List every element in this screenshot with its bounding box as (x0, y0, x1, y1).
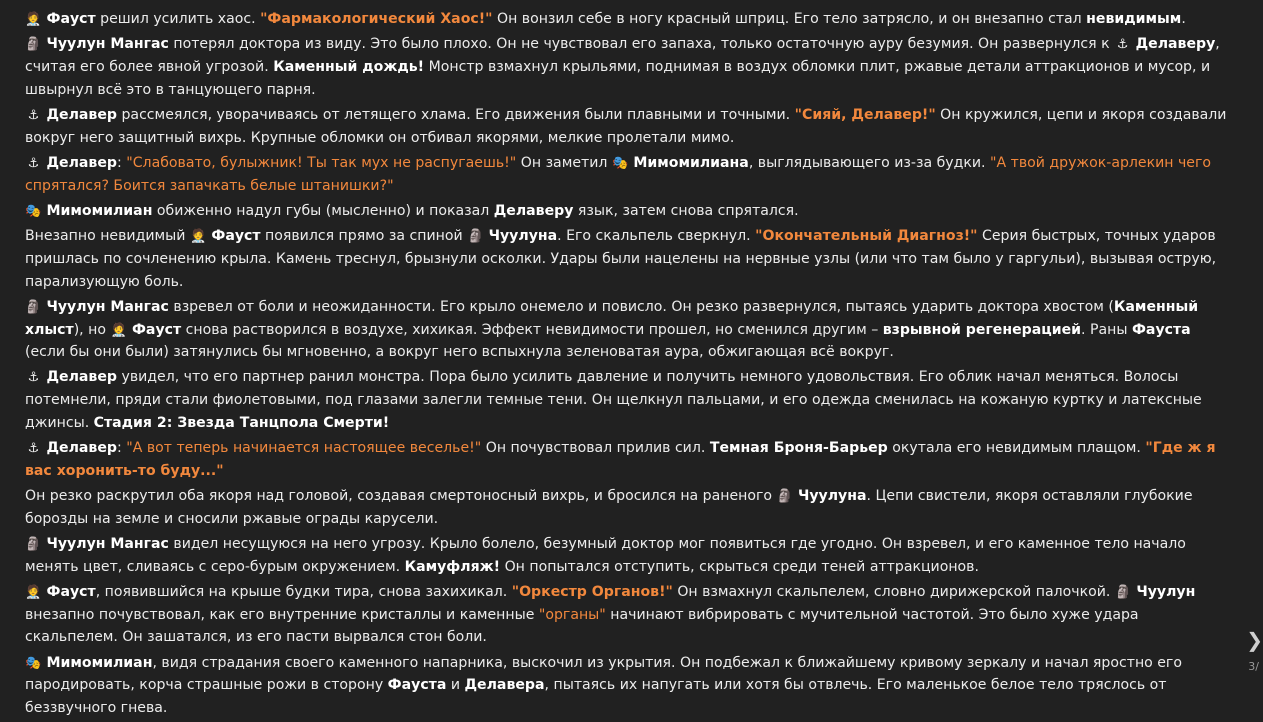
quoted-skill: "Фармакологический Хаос!" (260, 11, 493, 27)
narration-text: снова растворился в воздухе, хихикая. Эффект невидимости прошел, но сменился другим – (181, 321, 883, 338)
performing-arts-icon: 🎭 (612, 155, 629, 171)
narration-text: , пытаясь их напугать или хотя бы отвлечь. Его маленькое белое тело тряслось от беззвучного гнева. (25, 677, 1167, 716)
bold-name: Чуулун Мангас (46, 298, 169, 315)
narration-text: . (1181, 11, 1186, 27)
anchor-icon: ⚓ (27, 155, 40, 171)
moai-icon: 🗿 (467, 229, 484, 245)
narration-text: Он вонзил себе в ногу красный шприц. Его тело затрясло, и он внезапно стал (492, 11, 1087, 27)
story-paragraph (25, 485, 1233, 530)
bold-name: Делавера (464, 677, 545, 694)
narration-text: , выглядывающего из-за будки. (748, 154, 990, 171)
quoted-speech: "А твой дружок-арлекин чего спрятался? Боится запачкать белые штанишки?" (25, 154, 1211, 194)
doctor-icon: 🧑‍⚕️ (25, 12, 42, 27)
narration-text: , видя страдания своего каменного напарника, выскочил из укрытия. Он подбежал к ближайшему кривому зеркалу и начал яростно его пародировать, корча страшные рожи в сторону (25, 654, 1182, 694)
narration-text: увидел, что его партнер ранил монстра. Пора было усилить давление и получить немного удовольствия. Его облик начал меняться. Волосы потемнели, пряди стали фиолетовыми, под глазами залегли темные тени. Он щелкнул пальцами, и его одежда сменилась на кожаную куртку и латексные джинсы. (25, 369, 1202, 431)
narration-text: : (117, 154, 127, 171)
bold-name: Темная Броня-Барьер (709, 440, 888, 457)
story-paragraph (25, 152, 1233, 197)
narration-text: Он взмахнул скальпелем, словно дирижерской палочкой. (672, 584, 1115, 601)
bold-name: Делавер (46, 106, 117, 123)
narration-text: : (117, 440, 127, 457)
story-paragraph (25, 104, 1233, 149)
moai-icon: 🗿 (25, 37, 42, 53)
chevron-right-icon[interactable]: ❯ (1246, 628, 1263, 652)
story-paragraph (25, 8, 1233, 31)
narration-text: ), но (73, 321, 111, 338)
narration-text: Он заметил (516, 154, 612, 171)
narration-text: начинают вибрировать с мучительной частотой. Это было хуже удара скальпелем. Он зашатался, из его пасти вырвался стон боли. (25, 606, 1139, 646)
bold-name: Чуулун Мангас (46, 36, 169, 53)
story-paragraph (25, 366, 1233, 434)
moai-icon: 🗿 (776, 489, 794, 505)
bold-name: невидимым (1086, 11, 1182, 27)
narration-text: Он почувствовал прилив сил. (481, 440, 710, 457)
bold-name: Фауст (46, 584, 96, 601)
story-paragraph (25, 533, 1233, 578)
narration-text: Внезапно невидимый (25, 228, 190, 245)
narration-text: решил усилить хаос. (95, 11, 261, 27)
story-paragraph (25, 296, 1233, 364)
bold-name: Мимомилиан (46, 654, 153, 671)
bold-name: Камуфляж! (404, 558, 501, 575)
story-paragraph (25, 437, 1233, 482)
narration-text: язык, затем снова спрятался. (573, 202, 799, 219)
quoted-skill: "Сияй, Делавер!" (794, 106, 936, 123)
bold-name: Делавер (46, 440, 117, 457)
story-paragraph (25, 581, 1233, 649)
bold-name: Мимомилиана (633, 154, 749, 171)
quoted-skill: "Оркестр Органов!" (511, 584, 673, 601)
performing-arts-icon: 🎭 (25, 655, 42, 671)
doctor-icon: 🧑‍⚕️ (110, 322, 128, 338)
story-paragraph (25, 200, 1233, 223)
bold-name: взрывной регенерацией (882, 321, 1082, 338)
quoted-speech: "А вот теперь начинается настоящее веселье!" (126, 440, 482, 457)
narration-text: Он кружился, цепи и якоря создавали вокруг него защитный вихрь. Крупные обломки он отбивал якорями, мелкие пролетали мимо. (25, 106, 1227, 146)
bold-name: Чуулуна (488, 228, 558, 245)
bold-name: Делавер (46, 154, 117, 171)
bold-name: Каменный хлыст (25, 298, 1199, 338)
narration-text: появился прямо за спиной (260, 228, 468, 245)
bold-name: Фауст (46, 11, 96, 27)
bold-name: Каменный дождь! (273, 58, 425, 75)
quoted-skill: "Где ж я вас хоронить-то буду..." (25, 440, 1216, 479)
narration-text: и (446, 677, 465, 694)
doctor-icon: 🧑‍⚕️ (25, 585, 42, 601)
page-counter: 3/ (1248, 660, 1259, 673)
narration-text: Монстр взмахнул крыльями, поднимая в воздух обломки плит, ржавые детали аттракционов и мусор, и швырнул всё это в танцующего парня. (25, 58, 1211, 98)
narration-text: потерял доктора из виду. Это было плохо. Он не чувствовал его запаха, только остаточную ауру безумия. Он развернулся к (168, 36, 1115, 53)
story-paragraph (25, 33, 1233, 101)
bold-name: Фауст (131, 321, 182, 338)
quoted-skill: "Окончательный Диагноз!" (755, 228, 978, 245)
doctor-icon: 🧑‍⚕️ (190, 229, 207, 245)
anchor-icon: ⚓ (27, 370, 40, 386)
narration-text: . Его скальпель сверкнул. (557, 228, 756, 245)
anchor-icon: ⚓ (1116, 37, 1129, 53)
narration-text: Он попытался отступить, скрыться среди теней аттракционов. (500, 558, 979, 575)
bold-name: Фауста (387, 677, 447, 694)
narration-text: внезапно почувствовал, как его внутренние кристаллы и каменные (25, 606, 539, 623)
quoted-speech: "Слабовато, булыжник! Ты так мух не распугаешь!" (126, 154, 517, 171)
narration-text: . Раны (1081, 321, 1132, 338)
bold-name: Фауст (211, 228, 261, 245)
bold-name: Чуулуна (797, 488, 867, 505)
bold-name: Стадия 2: Звезда Танцпола Смерти! (93, 414, 390, 431)
bold-name: Делавер (46, 369, 117, 386)
moai-icon: 🗿 (1115, 585, 1132, 601)
anchor-icon: ⚓ (27, 107, 40, 123)
narration-text: окутала его невидимым плащом. (887, 440, 1146, 457)
quoted-speech: "органы" (538, 606, 606, 623)
narration-text: обиженно надул губы (мысленно) и показал (152, 202, 494, 219)
moai-icon: 🗿 (25, 299, 42, 315)
narration-text: взревел от боли и неожиданности. Его крыло онемело и повисло. Он резко развернулся, пытаясь ударить доктора хвостом ( (168, 298, 1114, 315)
narration-text: (если бы они были) затянулись бы мгновенно, а вокруг него вспыхнула зеленоватая аура, обжигающая всё вокруг. (25, 344, 894, 361)
narration-text: рассмеялся, уворачиваясь от летящего хлама. Его движения были плавными и точными. (117, 106, 795, 123)
moai-icon: 🗿 (25, 537, 42, 553)
chat-log (25, 8, 1233, 722)
narration-text: Он резко раскрутил оба якоря над головой, создавая смертоносный вихрь, и бросился на раненого (25, 488, 777, 505)
bold-name: Делаверу (1135, 36, 1216, 53)
bold-name: Мимомилиан (46, 202, 153, 219)
story-paragraph (25, 225, 1233, 293)
bold-name: Чуулун (1136, 584, 1196, 601)
bold-name: Делаверу (493, 202, 574, 219)
narration-text: , считая его более явной угрозой. (25, 36, 1220, 75)
story-paragraph (25, 652, 1233, 720)
narration-text: , появившийся на крыше будки тира, снова захихикал. (95, 584, 512, 601)
narration-text: видел несущуюся на него угрозу. Крыло болело, безумный доктор мог появиться где угодно. Он взревел, и его каменное тело начало менять цвет, сливаясь с серо-бурым окружением. (25, 536, 1186, 575)
narration-text: Серия быстрых, точных ударов пришлась по сочленению крыла. Камень треснул, брызнули осколки. Удары были нацелены на нервные узлы (или что там было у гаргульи), вызывая острую, парализующую боль. (25, 228, 1217, 290)
bold-name: Чуулун Мангас (46, 536, 169, 553)
anchor-icon: ⚓ (27, 441, 40, 457)
bold-name: Фауста (1131, 321, 1191, 338)
narration-text: . Цепи свистели, якоря оставляли глубокие борозды на земле и сносили ржавые ограды карусели. (25, 488, 1193, 527)
performing-arts-icon: 🎭 (25, 203, 42, 219)
